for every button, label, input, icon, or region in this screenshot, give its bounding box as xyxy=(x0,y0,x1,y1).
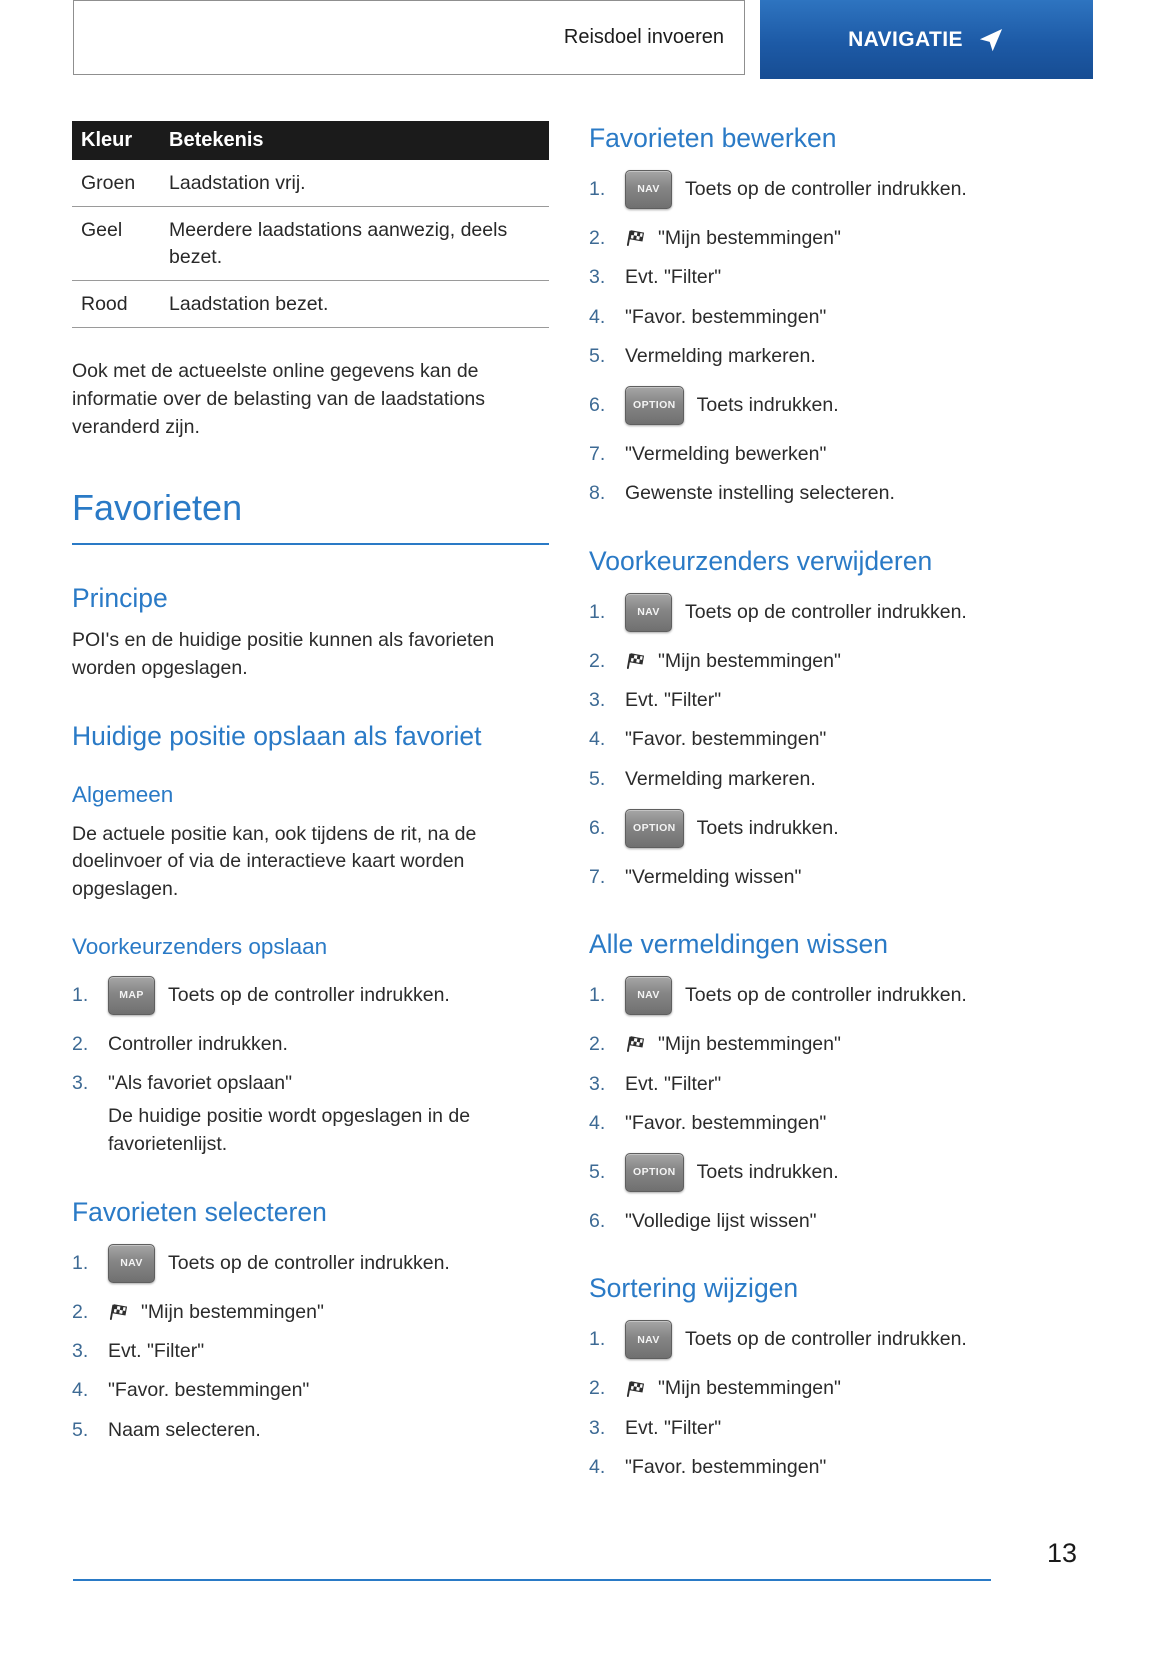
step-number: 1. xyxy=(72,1251,89,1274)
list-item xyxy=(589,264,1093,291)
step-text: Gewenste instelling selecteren. xyxy=(625,482,895,505)
section-title: NAVIGATIE xyxy=(848,27,963,51)
step-text: Vermelding markeren. xyxy=(625,344,816,367)
list-item xyxy=(589,1153,1093,1192)
list-item xyxy=(589,170,1093,209)
right-column xyxy=(589,121,1093,1481)
step-number: 1. xyxy=(589,600,606,623)
option-key-icon: OPTION xyxy=(625,386,684,425)
step-text: Vermelding markeren. xyxy=(625,767,816,790)
step-text: "Favor. bestemmingen" xyxy=(108,1379,310,1402)
step-text: Toets op de controller indrukken. xyxy=(685,1328,967,1351)
step-number: 2. xyxy=(589,1033,606,1056)
step-text: Toets op de controller indrukken. xyxy=(685,984,967,1007)
step-number: 6. xyxy=(589,816,606,839)
list-item xyxy=(589,809,1093,848)
step-number: 2. xyxy=(589,649,606,672)
list-item xyxy=(589,1375,1093,1402)
list-item xyxy=(589,225,1093,252)
option-key-icon: OPTION xyxy=(625,1153,684,1192)
steps-alle-vermeldingen-wissen xyxy=(589,976,1093,1235)
heading-huidige-positie: Huidige positie opslaan als favoriet xyxy=(72,720,482,751)
list-item xyxy=(589,687,1093,714)
list-item xyxy=(589,1454,1093,1481)
heading-favorieten-bewerken: Favorieten bewerken xyxy=(589,123,837,153)
step-text: Toets op de controller indrukken. xyxy=(685,177,967,200)
table-row xyxy=(72,280,549,327)
breadcrumb-box xyxy=(73,0,745,75)
step-text: "Mijn bestemmingen" xyxy=(658,1377,841,1400)
step-number: 4. xyxy=(589,728,606,751)
step-number: 4. xyxy=(589,305,606,328)
step-text: Evt. "Filter" xyxy=(108,1340,205,1363)
list-item xyxy=(589,766,1093,793)
step-text: "Als favoriet opslaan" xyxy=(108,1072,293,1095)
checkered-flag-icon xyxy=(625,1379,647,1400)
list-item xyxy=(589,1415,1093,1442)
step-number: 6. xyxy=(589,394,606,417)
table-row xyxy=(72,207,549,281)
step-text: Toets op de controller indrukken. xyxy=(685,600,967,623)
step-number: 5. xyxy=(589,344,606,367)
step-number: 1. xyxy=(72,983,89,1006)
list-item xyxy=(589,386,1093,425)
step-number: 4. xyxy=(72,1379,89,1402)
option-key-icon: OPTION xyxy=(625,809,684,848)
step-text: "Favor. bestemmingen" xyxy=(625,1456,827,1479)
list-item xyxy=(589,1031,1093,1058)
step-number: 6. xyxy=(589,1210,606,1233)
step-text: Evt. "Filter" xyxy=(625,1416,722,1439)
step-number: 8. xyxy=(589,482,606,505)
steps-sortering-wijzigen xyxy=(589,1320,1093,1481)
list-item xyxy=(72,1031,549,1058)
step-text: Toets op de controller indrukken. xyxy=(168,983,450,1006)
heading-voorkeurzenders-opslaan: Voorkeurzenders opslaan xyxy=(72,933,328,959)
step-text: Evt. "Filter" xyxy=(625,266,722,289)
step-number: 1. xyxy=(589,1328,606,1351)
step-text: "Mijn bestemmingen" xyxy=(658,227,841,249)
navigation-arrow-icon xyxy=(977,26,1005,54)
checkered-flag-icon xyxy=(625,1034,647,1055)
table-cell-kleur: Rood xyxy=(72,280,160,327)
footer-rule xyxy=(73,1579,991,1581)
heading-algemeen: Algemeen xyxy=(72,781,174,807)
step-number: 1. xyxy=(589,984,606,1007)
table-cell-betekenis: Meerdere laadstations aanwezig, deels bezet. xyxy=(160,207,549,281)
list-item xyxy=(589,726,1093,753)
step-number: 4. xyxy=(589,1111,606,1134)
charging-station-color-table xyxy=(72,121,549,328)
list-item xyxy=(72,1244,549,1283)
step-number: 1. xyxy=(589,177,606,200)
list-item xyxy=(589,864,1093,891)
nav-key-icon: NAV xyxy=(625,1320,672,1359)
principe-body: POI's en de huidige positie kunnen als favorieten worden opgeslagen. xyxy=(72,629,495,679)
heading-alle-vermeldingen-wissen: Alle vermeldingen wissen xyxy=(589,929,889,960)
step-text: "Favor. bestemmingen" xyxy=(625,305,827,328)
page-header xyxy=(0,0,1165,79)
step-text: Naam selecteren. xyxy=(108,1418,261,1441)
step-text: "Mijn bestemmingen" xyxy=(141,1300,324,1323)
step-number: 2. xyxy=(589,1377,606,1400)
step-text: "Favor. bestemmingen" xyxy=(625,1111,827,1134)
list-item xyxy=(589,1071,1093,1098)
table-cell-kleur: Groen xyxy=(72,160,160,207)
heading-sortering-wijzigen: Sortering wijzigen xyxy=(589,1273,799,1304)
step-number: 3. xyxy=(589,689,606,712)
list-item xyxy=(72,1070,549,1097)
step-result-note: De huidige positie wordt opgeslagen in de favorietenlijst. xyxy=(108,1105,471,1156)
list-item xyxy=(589,1208,1093,1235)
content-columns xyxy=(0,121,1165,1481)
step-number: 3. xyxy=(72,1072,89,1095)
step-text: "Favor. bestemmingen" xyxy=(625,728,827,751)
step-text: "Mijn bestemmingen" xyxy=(658,649,841,672)
step-number: 3. xyxy=(589,266,606,289)
checkered-flag-icon xyxy=(625,228,647,249)
list-item xyxy=(589,1320,1093,1359)
step-number: 2. xyxy=(72,1300,89,1323)
table-cell-betekenis: Laadstation vrij. xyxy=(160,160,549,207)
nav-key-icon: NAV xyxy=(625,976,672,1015)
checkered-flag-icon xyxy=(625,651,647,672)
step-text: "Vermelding bewerken" xyxy=(625,443,827,466)
checkered-flag-icon xyxy=(108,1302,130,1323)
list-item xyxy=(72,1417,549,1444)
step-text: Toets op de controller indrukken. xyxy=(168,1251,450,1274)
step-number: 7. xyxy=(589,443,606,466)
list-item xyxy=(72,976,549,1015)
table-row xyxy=(72,160,549,207)
steps-favorieten-bewerken xyxy=(589,170,1093,508)
table-header-row xyxy=(72,121,549,160)
step-text: "Volledige lijst wissen" xyxy=(625,1210,817,1233)
heading-principe: Principe xyxy=(72,583,168,614)
list-item xyxy=(589,343,1093,370)
step-text: Controller indrukken. xyxy=(108,1032,288,1055)
step-number: 2. xyxy=(589,227,606,249)
breadcrumb: Reisdoel invoeren xyxy=(563,26,724,48)
algemeen-body: De actuele positie kan, ook tijdens de rit, na de doelinvoer of via de interactieve kaart worden opgeslagen. xyxy=(72,822,477,901)
steps-voorkeurzenders-opslaan xyxy=(72,976,549,1159)
list-item xyxy=(589,648,1093,675)
page-number: 13 xyxy=(1046,1538,1077,1568)
left-column xyxy=(72,121,549,1481)
list-item xyxy=(72,1338,549,1365)
chapter-title-favorieten: Favorieten xyxy=(72,487,549,545)
nav-key-icon: NAV xyxy=(625,170,672,209)
list-item xyxy=(589,480,1093,507)
step-number: 5. xyxy=(72,1418,89,1441)
step-text: "Vermelding wissen" xyxy=(625,865,802,888)
step-text: Toets indrukken. xyxy=(696,1161,839,1183)
heading-voorkeurzenders-verwijderen: Voorkeurzenders verwijderen xyxy=(589,545,933,576)
steps-favorieten-selecteren xyxy=(72,1244,549,1444)
list-item xyxy=(589,304,1093,331)
step-text: Toets indrukken. xyxy=(696,394,839,417)
heading-favorieten-selecteren: Favorieten selecteren xyxy=(72,1196,327,1227)
table-header-betekenis: Betekenis xyxy=(160,121,549,160)
step-number: 4. xyxy=(589,1456,606,1479)
list-item xyxy=(72,1299,549,1326)
step-text: "Mijn bestemmingen" xyxy=(658,1033,841,1056)
list-item xyxy=(589,1110,1093,1137)
table-header-kleur: Kleur xyxy=(72,121,160,160)
section-banner xyxy=(760,0,1093,79)
table-cell-kleur: Geel xyxy=(72,207,160,281)
nav-key-icon: NAV xyxy=(625,593,672,632)
list-item xyxy=(589,441,1093,468)
step-number: 3. xyxy=(589,1416,606,1439)
step-text: Toets indrukken. xyxy=(696,816,839,839)
map-key-icon: MAP xyxy=(108,976,155,1015)
step-text: Evt. "Filter" xyxy=(625,689,722,712)
step-number: 7. xyxy=(589,865,606,888)
step-number: 3. xyxy=(72,1340,89,1363)
steps-voorkeurzenders-verwijderen xyxy=(589,593,1093,891)
list-item xyxy=(589,593,1093,632)
step-number: 2. xyxy=(72,1032,89,1055)
list-item xyxy=(589,976,1093,1015)
step-number: 3. xyxy=(589,1072,606,1095)
step-text: Evt. "Filter" xyxy=(625,1072,722,1095)
step-number: 5. xyxy=(589,767,606,790)
online-data-note: Ook met de actueelste online gegevens kan de informatie over de belasting van de laadstations veranderd zijn. xyxy=(72,360,486,438)
list-item xyxy=(72,1377,549,1404)
table-cell-betekenis: Laadstation bezet. xyxy=(160,280,549,327)
nav-key-icon: NAV xyxy=(108,1244,155,1283)
step-number: 5. xyxy=(589,1161,606,1183)
